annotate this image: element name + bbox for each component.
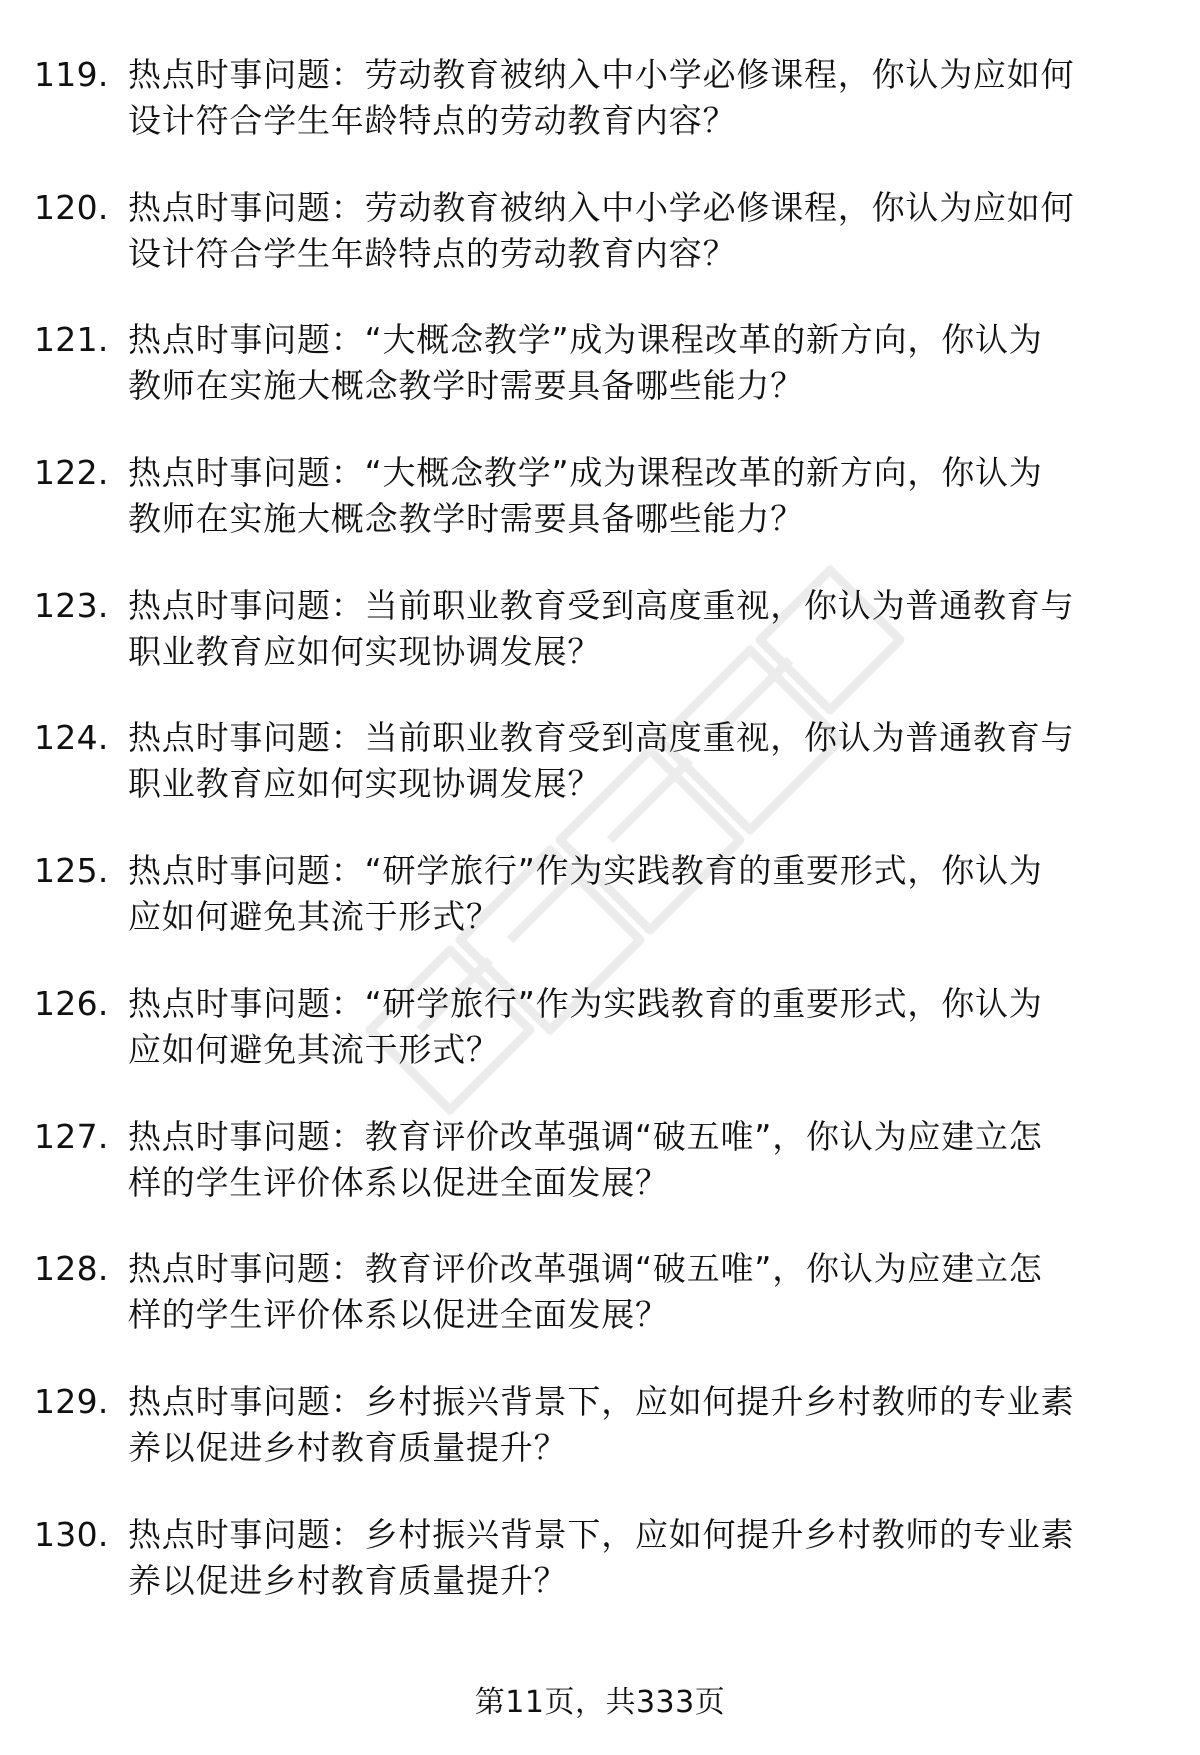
question-number: 119. bbox=[34, 55, 109, 94]
question-line-2: 设计符合学生年龄特点的劳动教育内容？ bbox=[128, 233, 737, 273]
question-item-126 bbox=[0, 981, 1200, 1073]
question-line-1: 热点时事问题：劳动教育被纳入中小学必修课程，你认为应如何 bbox=[128, 55, 1075, 94]
question-item-124 bbox=[0, 715, 1200, 807]
question-text bbox=[128, 1114, 1168, 1206]
question-text bbox=[128, 52, 1168, 144]
question-line-1: 热点时事问题：“大概念教学”成为课程改革的新方向，你认为 bbox=[128, 320, 1043, 360]
question-line-1: 热点时事问题：当前职业教育受到高度重视，你认为普通教育与 bbox=[128, 718, 1075, 758]
question-item-130 bbox=[0, 1512, 1200, 1604]
question-text bbox=[128, 583, 1168, 675]
question-item-129 bbox=[0, 1379, 1200, 1471]
question-number: 129. bbox=[34, 1381, 109, 1421]
question-line-1: 热点时事问题：教育评价改革强调“破五唯”，你认为应建立怎 bbox=[128, 1116, 1043, 1156]
question-number: 124. bbox=[34, 718, 109, 758]
question-text bbox=[128, 1246, 1168, 1338]
question-item-123 bbox=[0, 583, 1200, 675]
question-line-1: 热点时事问题：乡村振兴背景下，应如何提升乡村教师的专业素 bbox=[128, 1381, 1075, 1421]
question-item-125 bbox=[0, 848, 1200, 940]
question-line-1: 热点时事问题：“研学旅行”作为实践教育的重要形式，你认为 bbox=[128, 851, 1043, 891]
question-number: 126. bbox=[34, 983, 109, 1023]
question-line-2: 职业教育应如何实现协调发展？ bbox=[128, 764, 602, 804]
question-line-2: 应如何避免其流于形式？ bbox=[128, 897, 500, 937]
question-line-1: 热点时事问题：教育评价改革强调“破五唯”，你认为应建立怎 bbox=[128, 1249, 1043, 1289]
question-number: 128. bbox=[34, 1249, 109, 1289]
question-number: 123. bbox=[34, 585, 109, 625]
question-item-121 bbox=[0, 317, 1200, 409]
question-number: 125. bbox=[34, 851, 109, 891]
question-item-120 bbox=[0, 185, 1200, 277]
question-line-2: 设计符合学生年龄特点的劳动教育内容？ bbox=[128, 101, 737, 140]
question-line-2: 教师在实施大概念教学时需要具备哪些能力？ bbox=[128, 499, 804, 539]
question-line-1: 热点时事问题：劳动教育被纳入中小学必修课程，你认为应如何 bbox=[128, 187, 1075, 227]
question-text bbox=[128, 1379, 1168, 1471]
question-number: 121. bbox=[34, 320, 109, 360]
question-text bbox=[128, 185, 1168, 277]
question-line-2: 应如何避免其流于形式？ bbox=[128, 1029, 500, 1069]
question-line-2: 教师在实施大概念教学时需要具备哪些能力？ bbox=[128, 366, 804, 406]
question-line-2: 职业教育应如何实现协调发展？ bbox=[128, 631, 602, 671]
question-text bbox=[128, 1512, 1168, 1604]
question-item-122 bbox=[0, 450, 1200, 542]
question-line-2: 样的学生评价体系以促进全面发展？ bbox=[128, 1295, 669, 1335]
question-number: 122. bbox=[34, 453, 109, 493]
question-line-1: 热点时事问题：“研学旅行”作为实践教育的重要形式，你认为 bbox=[128, 983, 1043, 1023]
question-line-1: 热点时事问题：当前职业教育受到高度重视，你认为普通教育与 bbox=[128, 585, 1075, 625]
question-number: 127. bbox=[34, 1116, 109, 1156]
question-line-2: 养以促进乡村教育质量提升？ bbox=[128, 1427, 568, 1467]
question-item-128 bbox=[0, 1246, 1200, 1338]
question-number: 130. bbox=[34, 1514, 109, 1554]
question-text bbox=[128, 848, 1168, 940]
question-item-119 bbox=[0, 52, 1200, 144]
question-text bbox=[128, 715, 1168, 807]
question-line-2: 样的学生评价体系以促进全面发展？ bbox=[128, 1162, 669, 1202]
question-list bbox=[0, 52, 1200, 1644]
question-text bbox=[128, 981, 1168, 1073]
question-item-127 bbox=[0, 1114, 1200, 1206]
page-footer: 第11页，共333页 bbox=[474, 1685, 726, 1720]
question-line-1: 热点时事问题：乡村振兴背景下，应如何提升乡村教师的专业素 bbox=[128, 1514, 1075, 1554]
question-text bbox=[128, 317, 1168, 409]
question-text bbox=[128, 450, 1168, 542]
question-line-2: 养以促进乡村教育质量提升？ bbox=[128, 1560, 568, 1600]
question-number: 120. bbox=[34, 187, 109, 227]
question-line-1: 热点时事问题：“大概念教学”成为课程改革的新方向，你认为 bbox=[128, 453, 1043, 493]
